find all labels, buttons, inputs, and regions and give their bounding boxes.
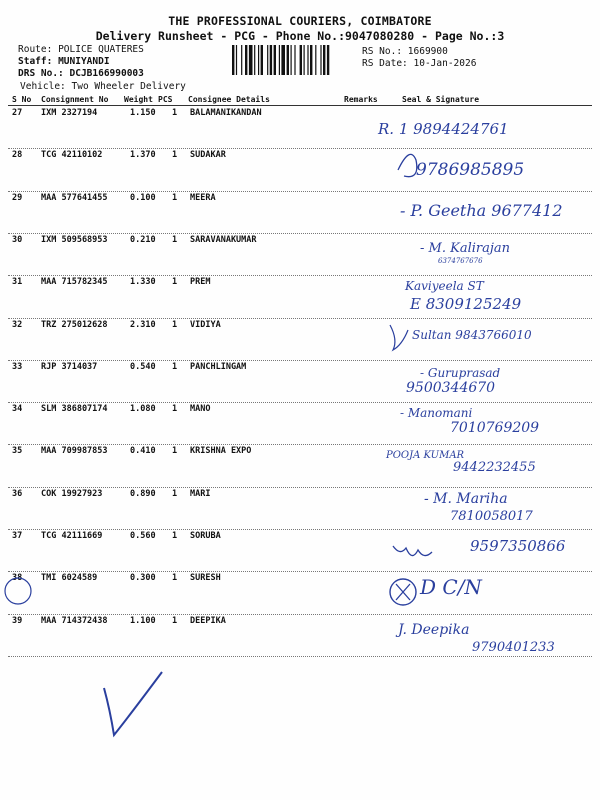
row-weight: 0.410 (130, 446, 156, 457)
row-pcs: 1 (172, 319, 178, 330)
row-sno: 38 (12, 573, 23, 584)
row-consignment-no: IXM 509568953 (41, 234, 108, 245)
sign-scribble-28 (398, 154, 417, 176)
handwritten-signature-text: 7810058017 (450, 508, 533, 524)
handwritten-signature-text: R. 1 9894424761 (378, 120, 509, 138)
row-sno: 27 (12, 108, 23, 118)
handwritten-signature-text: J. Deepika (398, 621, 470, 638)
seal-cross-mark (396, 584, 410, 600)
row-pcs: 1 (172, 192, 178, 203)
handwritten-signature-text: 6374767676 (438, 256, 483, 265)
row-consignee: VIDIYA (190, 319, 221, 330)
row-consignment-no: TCG 42110102 (41, 150, 103, 161)
vehicle-label: Vehicle: (20, 81, 66, 92)
handwritten-signature-text: - M. Mariha (424, 490, 508, 507)
row-weight: 0.890 (130, 488, 156, 499)
row-weight: 1.080 (130, 404, 156, 415)
handwritten-signature-text: D C/N (420, 575, 482, 600)
row-consignment-no: SLM 386807174 (41, 404, 108, 415)
row-consignee: SUDAKAR (190, 150, 226, 161)
row-pcs: 1 (172, 150, 178, 161)
document-title: THE PROFESSIONAL COURIERS, COIMBATORE (168, 14, 432, 28)
row-pcs: 1 (172, 615, 178, 626)
column-header-weight: Weight (124, 95, 153, 104)
vehicle-value: Two Wheeler Delivery (71, 81, 186, 92)
row-pcs: 1 (172, 404, 178, 415)
row-sno: 34 (12, 404, 23, 415)
row-consignee: SURESH (190, 573, 221, 584)
row-sno: 36 (12, 488, 23, 499)
row-consignee: MANO (190, 404, 211, 415)
row-sno: 39 (12, 615, 23, 626)
handwritten-signature-text: Sultan 9843766010 (412, 327, 532, 342)
row-pcs: 1 (172, 446, 178, 457)
row-consignment-no: IXM 2327194 (41, 108, 98, 118)
route-value: POLICE QUATERES (58, 44, 144, 55)
column-header-remarks: Remarks (344, 95, 378, 104)
row-consignment-no: MAA 715782345 (41, 277, 108, 288)
sign-scribble-37 (393, 546, 432, 556)
row-weight: 1.150 (130, 108, 156, 118)
row-weight: 1.100 (130, 615, 156, 626)
row-pcs: 1 (172, 361, 178, 372)
row-weight: 1.370 (130, 150, 156, 161)
row-consignee: DEEPIKA (190, 615, 226, 626)
row-sno: 37 (12, 531, 23, 541)
row-consignment-no: MAA 577641455 (41, 192, 108, 203)
row-sno: 31 (12, 277, 23, 288)
handwritten-signature-text: 7010769209 (450, 420, 540, 437)
row-consignee: PANCHLINGAM (190, 361, 247, 372)
row-pcs: 1 (172, 573, 178, 584)
row-consignment-no: TMI 6024589 (41, 573, 98, 584)
handwritten-signature-text: - Guruprasad (420, 365, 501, 380)
row-consignment-no: TCG 42111669 (41, 531, 103, 541)
staff-value: MUNIYANDI (58, 56, 110, 67)
column-header-sno: S No (12, 95, 32, 104)
tick-mark (104, 672, 162, 735)
row-weight: 0.300 (130, 573, 156, 584)
staff-label: Staff: (18, 56, 53, 67)
row-pcs: 1 (172, 531, 178, 541)
row-consignee: MARI (190, 488, 211, 499)
handwritten-signature-text: Kaviyeela ST (405, 279, 484, 294)
row-pcs: 1 (172, 108, 178, 118)
handwritten-signature-text: 9790401233 (472, 639, 555, 655)
row-weight: 0.210 (130, 234, 156, 245)
row-consignee: KRISHNA EXPO (190, 446, 252, 457)
column-header-pcs: PCS (158, 95, 173, 104)
route-label: Route: (18, 44, 53, 55)
handwritten-signature-text: POOJA KUMAR (386, 450, 465, 462)
rs-date-value: 10-Jan-2026 (413, 58, 477, 69)
column-header-seal-signature: Seal & Signature (402, 95, 480, 104)
row-consignee: MEERA (190, 192, 216, 203)
document-subtitle: Delivery Runsheet - PCG - Phone No.:9047080280 - Page No.:3 (95, 29, 505, 43)
row-weight: 2.310 (130, 319, 156, 330)
row-consignee: SARAVANAKUMAR (190, 234, 257, 245)
row-sno: 29 (12, 192, 23, 203)
handwritten-signature-text: 9500344670 (406, 379, 496, 396)
rs-date-label: RS Date: (362, 58, 408, 69)
row-pcs: 1 (172, 277, 178, 288)
row-weight: 0.100 (130, 192, 156, 203)
handwritten-signature-text: E 8309125249 (410, 295, 522, 314)
handwritten-signature-text: 9786985895 (416, 160, 525, 181)
handwritten-signature-text: - M. Kalirajan (420, 240, 510, 256)
handwritten-signature-text: - P. Geetha 9677412 (400, 200, 563, 220)
row-sno: 28 (12, 150, 23, 161)
row-consignment-no: COK 19927923 (41, 488, 103, 499)
row-consignee: BALAMANIKANDAN (190, 108, 262, 118)
drs-label: DRS No.: (18, 68, 64, 79)
row-sno: 35 (12, 446, 23, 457)
row-consignment-no: RJP 3714037 (41, 361, 98, 372)
row-consignment-no: TRZ 275012628 (41, 319, 108, 330)
drs-value: DCJB166990003 (69, 68, 144, 79)
handwritten-signature-text: 9442232455 (453, 460, 536, 476)
row-consignee: SORUBA (190, 531, 221, 541)
row-sno: 32 (12, 319, 23, 330)
column-header-consignee: Consignee Details (188, 95, 270, 104)
row-38-circle-mark (5, 578, 31, 604)
row-consignee: PREM (190, 277, 211, 288)
rs-no-value: 1669900 (407, 46, 448, 57)
row-consignment-no: MAA 709987853 (41, 446, 108, 457)
sign-scribble-32 (390, 325, 408, 350)
row-weight: 0.540 (130, 361, 156, 372)
row-pcs: 1 (172, 488, 178, 499)
row-pcs: 1 (172, 234, 178, 245)
row-weight: 1.330 (130, 277, 156, 288)
column-header-consignment: Consignment No (41, 95, 109, 104)
row-sno: 33 (12, 361, 23, 372)
row-sno: 30 (12, 234, 23, 245)
row-consignment-no: MAA 714372438 (41, 615, 108, 626)
handwritten-signature-text: - Manomani (400, 406, 473, 421)
rs-no-label: RS No.: (362, 46, 403, 57)
handwritten-signature-text: 9597350866 (470, 537, 566, 555)
row-weight: 0.560 (130, 531, 156, 541)
